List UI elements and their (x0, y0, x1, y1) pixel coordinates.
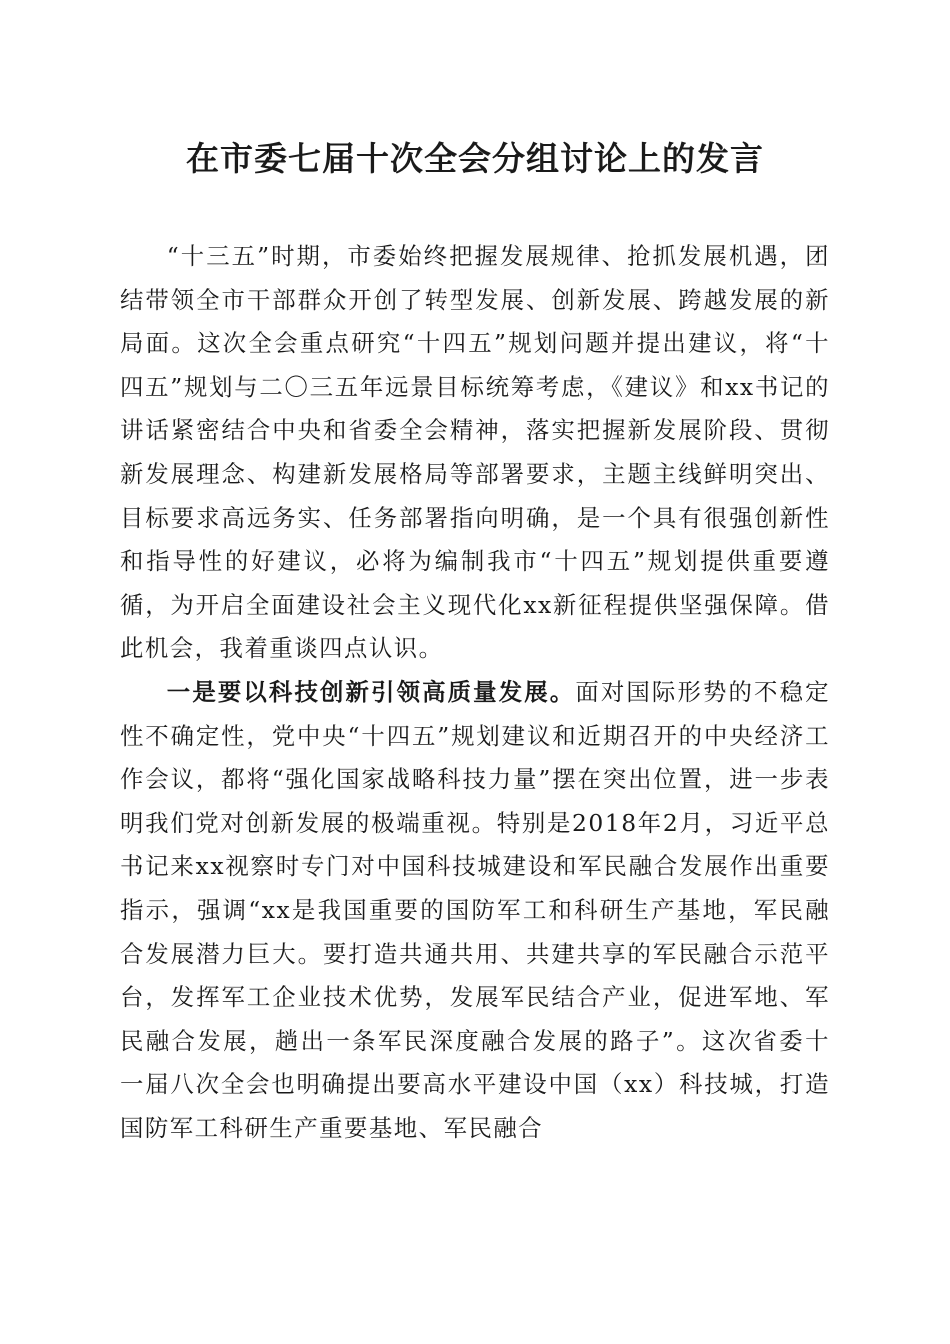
paragraph-point-one (120, 671, 830, 1151)
document-body (120, 235, 830, 1150)
paragraph-intro (120, 235, 830, 671)
paragraph-point-one-heading: 一是要以科技创新引领高质量发展。 (166, 677, 576, 706)
paragraph-point-one-text: 面对国际形势的不稳定性不确定性，党中央“十四五”规划建议和近期召开的中央经济工作会议，都将“强化国家战略科技力量”摆在突出位置，进一步表明我们党对创新发展的极端重视。特别是2018年2月，习近平总书记来xx视察时专门对中国科技城建设和军民融合发展作出重要指示，强调“xx是我国重要的国防军工和科研生产基地，军民融合发展潜力巨大。要打造共通共用、共建共享的军民融合示范平台，发挥军工企业技术优势，发展军民结合产业，促进军地、军民融合发展，趟出一条军民深度融合发展的路子”。这次省委十一届八次全会也明确提出要高水平建设中国（xx）科技城，打造国防军工科研生产重要基地、军民融合 (120, 677, 831, 1142)
paragraph-intro-text: “十三五”时期，市委始终把握发展规律、抢抓发展机遇，团结带领全市干部群众开创了转型发展、创新发展、跨越发展的新局面。这次全会重点研究“十四五”规划问题并提出建议，将“十四五”规划与二〇三五年远景目标统筹考虑，《建议》和xx书记的讲话紧密结合中央和省委全会精神，落实把握新发展阶段、贯彻新发展理念、构建新发展格局等部署要求，主题主线鲜明突出、目标要求高远务实、任务部署指向明确，是一个具有很强创新性和指导性的好建议，必将为编制我市“十四五”规划提供重要遵循，为开启全面建设社会主义现代化xx新征程提供坚强保障。借此机会，我着重谈四点认识。 (120, 242, 830, 663)
document-title: 在市委七届十次全会分组讨论上的发言 (186, 139, 764, 178)
